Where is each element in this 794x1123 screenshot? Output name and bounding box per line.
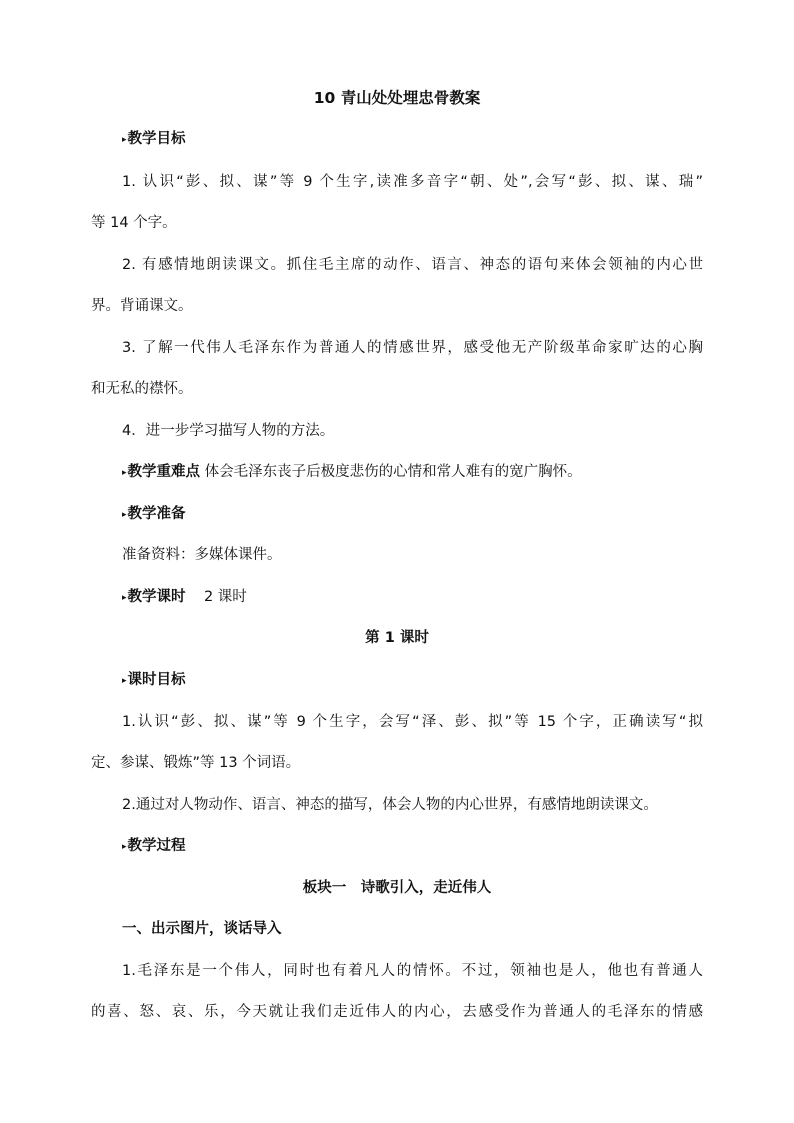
lesson-goal-2: 2.通过对人物动作、语言、神态的描写，体会人物的内心世界，有感情地朗读课文。 [122, 797, 658, 813]
goal-1-line-1: 1. 认识“彭、拟、谋”等 9 个生字,读准多音字“朝、处”,会写“彭、拟、谋、瑞” [122, 174, 703, 190]
goals-heading-text: 教学目标 [127, 131, 186, 147]
triangle-bullet-icon: ▸ [122, 510, 127, 520]
goal-3-line-1: 3. 了解一代伟人毛泽东作为普通人的情感世界，感受他无产阶级革命家旷达的心胸 [122, 340, 703, 356]
triangle-bullet-icon: ▸ [122, 842, 127, 852]
goal-4: 4．进一步学习描写人物的方法。 [122, 423, 335, 439]
goal-1-line-2: 等 14 个字。 [91, 215, 177, 231]
lesson-goals-heading [122, 670, 703, 691]
goal-2-line-1: 2. 有感情地朗读课文。抓住毛主席的动作、语言、神态的语句来体会领袖的内心世 [122, 257, 703, 273]
goal-3-line-2: 和无私的襟怀。 [91, 381, 193, 397]
lesson-1-heading: 第 1 课时 [365, 630, 429, 646]
prep-heading-text: 教学准备 [127, 506, 186, 522]
hours-row [122, 587, 703, 608]
triangle-bullet-icon: ▸ [122, 593, 127, 603]
lesson-goals-heading-text: 课时目标 [127, 672, 186, 688]
lesson-goal-1-line-1: 1.认识“彭、拟、谋”等 9 个生字，会写“泽、彭、拟”等 15 个字，正确读写“拟 [122, 714, 703, 730]
triangle-bullet-icon: ▸ [122, 676, 127, 686]
process-heading [122, 836, 703, 857]
hours-heading: 教学课时 [127, 589, 186, 605]
process-heading-text: 教学过程 [127, 838, 186, 854]
key-points-heading: 教学重难点 [127, 464, 201, 480]
goals-heading [122, 129, 703, 150]
triangle-bullet-icon: ▸ [122, 468, 127, 478]
step-1-line-2: 的喜、怒、哀、乐，今天就让我们走近伟人的内心，去感受作为普通人的毛泽东的情感 [91, 1004, 703, 1020]
key-points-text: 体会毛泽东丧子后极度悲伤的心情和常人难有的宽广胸怀。 [204, 464, 582, 480]
prep-heading [122, 504, 703, 525]
key-points-row [122, 462, 703, 483]
hours-text: 2 课时 [203, 589, 247, 605]
lesson-goal-1-line-2: 定、参谋、锻炼”等 13 个词语。 [91, 755, 301, 771]
block-1-heading: 板块一 诗歌引入，走近伟人 [302, 880, 492, 896]
step-1-heading: 一、出示图片，谈话导入 [122, 921, 282, 937]
goal-2-line-2: 界。背诵课文。 [91, 298, 193, 314]
prep-text: 准备资料：多媒体课件。 [122, 547, 282, 563]
step-1-line-1: 1.毛泽东是一个伟人，同时也有着凡人的情怀。不过，领袖也是人，他也有普通人 [122, 963, 703, 979]
triangle-bullet-icon: ▸ [122, 135, 127, 145]
document-title: 10 青山处处埋忠骨教案 [313, 89, 481, 107]
